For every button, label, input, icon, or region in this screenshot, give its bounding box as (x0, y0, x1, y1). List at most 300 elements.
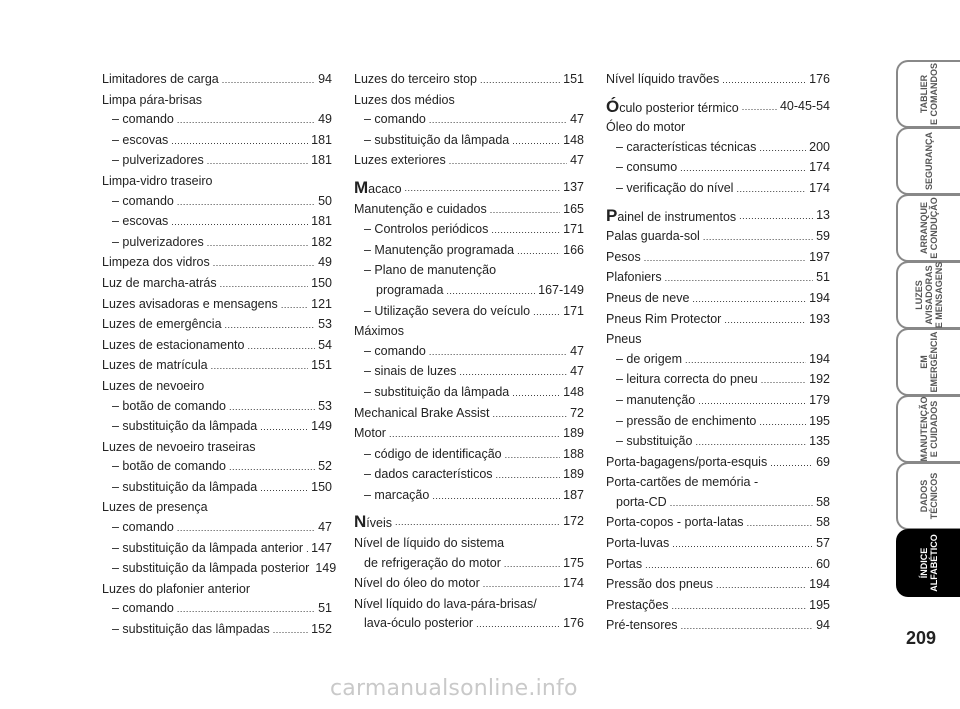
entry-label: – consumo (616, 160, 678, 175)
entry-page: 166 (563, 242, 584, 257)
entry-page: 165 (563, 201, 584, 216)
index-entry (102, 478, 332, 499)
section-tab-label: TABLIER E COMANDOS (919, 62, 939, 126)
entry-page: 53 (318, 317, 332, 332)
index-entry (606, 412, 830, 433)
index-entry (354, 424, 584, 445)
entry-page: 49 (318, 112, 332, 127)
dot-leader (512, 383, 560, 404)
entry-label: Luz de marcha-atrás (102, 275, 217, 290)
entry-label: – substituição da lâmpada (112, 479, 258, 494)
dot-leader (759, 138, 806, 159)
entry-label: – pressão de enchimento (616, 413, 757, 428)
entry-label: Mechanical Brake Assist (354, 405, 490, 420)
index-entry (606, 227, 830, 248)
entry-page: 150 (311, 479, 332, 494)
entry-label: Pré-tensores (606, 618, 678, 633)
entry-label: Portas (606, 556, 643, 571)
entry-page: 193 (809, 311, 830, 326)
dot-leader (491, 220, 560, 241)
entry-label: – Utilização severa do veículo (364, 303, 531, 318)
index-entry (354, 342, 584, 363)
entry-label: Óculo posterior térmico (606, 96, 739, 116)
dot-leader (703, 227, 813, 248)
index-heading: Pneus (606, 332, 642, 347)
entry-page: 176 (809, 72, 830, 86)
index-entry (102, 233, 332, 254)
entry-label: Luzes avisadoras e mensagens (102, 296, 278, 311)
entry-label: – Controlos periódicos (364, 222, 489, 237)
entry-label: Luzes de emergência (102, 317, 222, 332)
entry-label: programada (376, 282, 444, 297)
section-tab[interactable] (896, 60, 960, 128)
entry-label: Luzes de matrícula (102, 358, 208, 373)
section-tab-label: ÍNDICE ALFABÉTICO (919, 534, 939, 592)
entry-page: 49 (318, 255, 332, 270)
dot-leader (395, 512, 560, 534)
dot-leader (171, 131, 308, 152)
index-heading: Luzes do plafonier anterior (102, 581, 251, 596)
entry-label: – comando (112, 193, 174, 208)
entry-page: 179 (809, 392, 830, 407)
index-entry (102, 110, 332, 131)
entry-page: 175 (563, 555, 584, 570)
entry-label: – escovas (112, 132, 169, 147)
dot-leader (177, 518, 315, 539)
entry-label: – verificação do nível (616, 180, 734, 195)
entry-label: Prestações (606, 597, 669, 612)
index-entry (606, 555, 830, 576)
entry-page: 148 (563, 384, 584, 399)
entry-label: – substituição das lâmpadas (112, 622, 270, 637)
dot-leader (681, 616, 814, 637)
dot-leader (680, 158, 806, 179)
entry-page: 40-45-54 (779, 98, 830, 113)
dot-leader (724, 310, 806, 331)
index-heading: Luzes de presença (102, 500, 208, 515)
index-entry (102, 192, 332, 213)
entry-label: – sinais de luzes (364, 364, 457, 379)
entry-page: 51 (816, 270, 830, 285)
entry-page: 182 (311, 234, 332, 249)
index-entry (354, 302, 584, 323)
index-entry (102, 620, 332, 641)
entry-label: Luzes de estacionamento (102, 337, 245, 352)
index-entry (354, 178, 584, 200)
index-entry (354, 241, 584, 262)
entry-label: – comando (112, 520, 174, 535)
entry-label: – comando (112, 112, 174, 127)
entry-page: 181 (311, 132, 332, 147)
entry-label: Luzes exteriores (354, 153, 446, 168)
entry-page: 59 (816, 229, 830, 244)
index-entry (606, 70, 830, 91)
index-heading: Limpa-vidro traseiro (102, 173, 213, 188)
dot-leader (306, 539, 308, 560)
entry-label: Pesos (606, 249, 641, 264)
section-tab[interactable] (896, 328, 960, 396)
entry-page: 94 (318, 72, 332, 86)
entry-page: 188 (563, 446, 584, 461)
entry-label: Palas guarda-sol (606, 229, 700, 244)
page-number: 209 (905, 628, 936, 648)
dot-leader (517, 241, 560, 262)
entry-page: 189 (563, 426, 584, 441)
entry-page: 54 (318, 337, 332, 352)
dot-leader (229, 397, 315, 418)
index-entry (606, 616, 830, 637)
entry-page: 197 (809, 249, 830, 264)
index-entry (102, 539, 332, 560)
index-column-3 (606, 70, 830, 637)
index-entry (606, 138, 830, 159)
dot-leader (483, 574, 560, 595)
dot-leader (533, 302, 560, 323)
index-entry (354, 554, 584, 575)
section-tab-label: DADOS TÉCNICOS (919, 472, 939, 520)
index-entry (354, 486, 584, 507)
dot-leader (644, 248, 806, 269)
index-column-2 (354, 70, 584, 635)
entry-page: 57 (816, 536, 830, 551)
entry-page: 47 (570, 153, 584, 168)
section-tab[interactable] (896, 261, 960, 329)
dot-leader (405, 178, 561, 200)
section-tab[interactable] (896, 194, 960, 262)
dot-leader (432, 486, 560, 507)
entry-label: – leitura correcta do pneu (616, 372, 758, 387)
dot-leader (220, 274, 309, 295)
entry-label: – Manutenção programada (364, 242, 515, 257)
entry-page: 50 (318, 193, 332, 208)
dot-leader (171, 212, 308, 233)
entry-page: 174 (809, 180, 830, 195)
section-tab-label: ARRANQUE E CONDUÇÃO (919, 197, 939, 259)
index-entry (354, 404, 584, 425)
dot-leader (281, 295, 308, 316)
dot-leader (672, 534, 813, 555)
entry-label: Níveis (354, 512, 392, 532)
entry-page: 47 (318, 520, 332, 535)
dot-leader (459, 362, 567, 383)
entry-page: 194 (809, 577, 830, 592)
index-entry (606, 391, 830, 412)
index-entry (354, 151, 584, 172)
section-tab-label: SEGURANÇA (924, 131, 934, 191)
entry-page: 147 (311, 540, 332, 555)
index-entry (102, 295, 332, 316)
dot-leader (260, 417, 308, 438)
entry-label: – botão de comando (112, 459, 226, 474)
section-tab[interactable] (896, 395, 960, 463)
index-entry (102, 336, 332, 357)
index-entry (606, 206, 830, 228)
entry-page: 47 (570, 364, 584, 379)
entry-label: Pneus Rim Protector (606, 311, 722, 326)
index-entry (102, 212, 332, 233)
entry-page: 137 (563, 179, 584, 194)
entry-label: – dados característicos (364, 467, 493, 482)
entry-label: de refrigeração do motor (364, 555, 501, 570)
index-entry (354, 70, 584, 91)
index-entry (606, 97, 830, 119)
index-entry (354, 200, 584, 221)
entry-page: 135 (809, 434, 830, 449)
index-entry (354, 574, 584, 595)
entry-page: 171 (563, 303, 584, 318)
index-entry (102, 70, 332, 91)
section-tab-label: MANUTENÇÃO E CUIDADOS (919, 396, 939, 462)
dot-leader (695, 432, 806, 453)
dot-leader (645, 555, 813, 576)
entry-label: – pulverizadores (112, 153, 204, 168)
entry-label: porta-CD (616, 494, 667, 509)
entry-page: 151 (563, 72, 584, 86)
dot-leader (449, 151, 567, 172)
entry-page: 51 (318, 601, 332, 616)
dot-leader (476, 614, 560, 635)
dot-leader (722, 70, 806, 91)
watermark: carmanualsonline.info (330, 676, 578, 701)
dot-leader (736, 179, 806, 200)
dot-leader (207, 151, 308, 172)
index-entry (102, 356, 332, 377)
index-entry (606, 370, 830, 391)
dot-leader (260, 478, 308, 499)
entry-page: 174 (809, 160, 830, 175)
entry-label: – substituição (616, 434, 693, 449)
entry-page: 194 (809, 351, 830, 366)
entry-label: Plafoniers (606, 270, 662, 285)
index-entry (102, 417, 332, 438)
entry-label: – manutenção (616, 392, 696, 407)
entry-label: Limitadores de carga (102, 72, 219, 86)
entry-page: 195 (809, 413, 830, 428)
entry-label: Manutenção e cuidados (354, 201, 487, 216)
dot-leader (222, 70, 315, 91)
index-entry (102, 599, 332, 620)
index-entry (354, 220, 584, 241)
dot-leader (429, 342, 567, 363)
entry-label: Porta-bagagens/porta-esquis (606, 454, 768, 469)
entry-label: – comando (112, 601, 174, 616)
entry-page: 47 (570, 112, 584, 127)
dot-leader (759, 412, 806, 433)
index-heading: Óleo do motor (606, 120, 686, 135)
dot-leader (716, 575, 806, 596)
dot-leader (490, 200, 560, 221)
index-entry (354, 362, 584, 383)
entry-page: 171 (563, 222, 584, 237)
entry-page: 181 (311, 153, 332, 168)
dot-leader (273, 620, 308, 641)
index-heading: Limpa pára-brisas (102, 92, 203, 107)
entry-page: 94 (816, 618, 830, 633)
index-entry (354, 465, 584, 486)
index-entry (606, 350, 830, 371)
entry-page: 149 (311, 419, 332, 434)
entry-page: 181 (311, 214, 332, 229)
entry-page: 150 (311, 275, 332, 290)
entry-label: – substituição da lâmpada (112, 419, 258, 434)
dot-leader (225, 315, 316, 336)
entry-page: 58 (816, 515, 830, 530)
entry-page: 187 (563, 487, 584, 502)
entry-label: – substituição da lâmpada (364, 384, 510, 399)
dot-leader (389, 424, 560, 445)
entry-page: 58 (816, 494, 830, 509)
entry-label: Nível líquido travões (606, 72, 720, 86)
entry-page: 53 (318, 398, 332, 413)
entry-label: Porta-copos - porta-latas (606, 515, 744, 530)
dot-leader (480, 70, 560, 91)
index-entry (102, 151, 332, 172)
dot-leader (770, 453, 813, 474)
index-heading: Porta-cartões de memória - (606, 475, 759, 490)
dot-leader (492, 404, 567, 425)
entry-page: 200 (809, 139, 830, 154)
entry-page: 60 (816, 556, 830, 571)
dot-leader (247, 336, 315, 357)
dot-leader (698, 391, 806, 412)
dot-leader (512, 131, 560, 152)
entry-page: 192 (809, 372, 830, 387)
dot-leader (446, 281, 535, 302)
dot-leader (504, 554, 560, 575)
entry-label: – escovas (112, 214, 169, 229)
index-entry (102, 253, 332, 274)
index-entry (606, 248, 830, 269)
index-entry (354, 281, 584, 302)
index-entry (606, 575, 830, 596)
entry-label: – botão de comando (112, 398, 226, 413)
index-heading: Nível de líquido do sistema (354, 536, 505, 551)
dot-leader (177, 192, 315, 213)
index-entry (606, 289, 830, 310)
entry-page: 47 (570, 343, 584, 358)
index-column-1 (102, 70, 337, 641)
index-entry (606, 158, 830, 179)
entry-label: – características técnicas (616, 139, 757, 154)
index-entry (606, 179, 830, 200)
dot-leader (742, 97, 777, 119)
index-entry (354, 445, 584, 466)
entry-label: – comando (364, 343, 426, 358)
index-entry (606, 310, 830, 331)
entry-label: – substituição da lâmpada anterior (112, 540, 304, 555)
entry-page: 174 (563, 576, 584, 591)
index-entry (102, 397, 332, 418)
entry-label: Nível do óleo do motor (354, 576, 480, 591)
dot-leader (213, 253, 315, 274)
index-entry (354, 512, 584, 534)
entry-label: Luzes do terceiro stop (354, 72, 477, 86)
entry-label: – substituição da lâmpada posterior (112, 561, 310, 576)
entry-label: Macaco (354, 177, 402, 197)
index-heading: Nível líquido do lava-pára-brisas/ (354, 596, 537, 611)
index-heading: Luzes de nevoeiro (102, 378, 205, 393)
entry-page: 189 (563, 467, 584, 482)
entry-page: 72 (570, 405, 584, 420)
index-entry (606, 432, 830, 453)
section-tab[interactable] (896, 462, 960, 530)
entry-label: Motor (354, 426, 386, 441)
index-heading: Luzes dos médios (354, 92, 455, 107)
entry-label: – comando (364, 112, 426, 127)
dot-leader (177, 599, 315, 620)
index-entry (606, 268, 830, 289)
dot-leader (229, 457, 315, 478)
dot-leader (207, 233, 308, 254)
section-tab-label: LUZES AVISADORAS E MENSAGENS (914, 261, 944, 329)
entry-page: 195 (809, 597, 830, 612)
index-entry (606, 493, 830, 514)
index-entry (102, 315, 332, 336)
index-entry (102, 559, 337, 580)
index-entry (354, 110, 584, 131)
entry-page: 151 (311, 358, 332, 373)
entry-page: 13 (816, 207, 830, 222)
index-entry (102, 131, 332, 152)
index-entry (354, 383, 584, 404)
index-entry (606, 596, 830, 617)
dot-leader (685, 350, 806, 371)
entry-label: – código de identificação (364, 446, 502, 461)
entry-page: 172 (563, 514, 584, 529)
entry-label: Painel de instrumentos (606, 205, 737, 225)
dot-leader (496, 465, 561, 486)
dot-leader (429, 110, 567, 131)
entry-label: Porta-luvas (606, 536, 670, 551)
dot-leader (177, 110, 315, 131)
index-entry (102, 457, 332, 478)
entry-page: 152 (311, 622, 332, 637)
entry-label: Pneus de neve (606, 290, 690, 305)
index-entry (354, 614, 584, 635)
entry-label: Limpeza dos vidros (102, 255, 210, 270)
entry-label: – de origem (616, 351, 683, 366)
entry-label: – marcação (364, 487, 430, 502)
entry-label: – pulverizadores (112, 234, 204, 249)
dot-leader (747, 513, 814, 534)
section-tab-label: EM EMERGÊNCIA (919, 331, 939, 393)
entry-page: 121 (311, 296, 332, 311)
entry-label: – substituição da lâmpada (364, 132, 510, 147)
index-entry (606, 453, 830, 474)
index-entry (606, 534, 830, 555)
entry-page: 149 (315, 561, 337, 576)
entry-page: 176 (563, 616, 584, 631)
entry-page: 69 (816, 454, 830, 469)
dot-leader (761, 370, 806, 391)
index-entry (606, 513, 830, 534)
index-heading: Máximos (354, 324, 405, 339)
entry-page: 148 (563, 132, 584, 147)
entry-page: 167-149 (538, 282, 584, 297)
section-tab[interactable] (896, 529, 960, 597)
index-heading: – Plano de manutenção (364, 263, 497, 278)
index-entry (102, 518, 332, 539)
dot-leader (670, 493, 813, 514)
index-heading: Luzes de nevoeiro traseiras (102, 439, 256, 454)
index-entry (102, 274, 332, 295)
dot-leader (665, 268, 814, 289)
entry-label: Pressão dos pneus (606, 577, 714, 592)
section-tab[interactable] (896, 127, 960, 195)
dot-leader (692, 289, 806, 310)
dot-leader (505, 445, 561, 466)
index-entry (354, 131, 584, 152)
